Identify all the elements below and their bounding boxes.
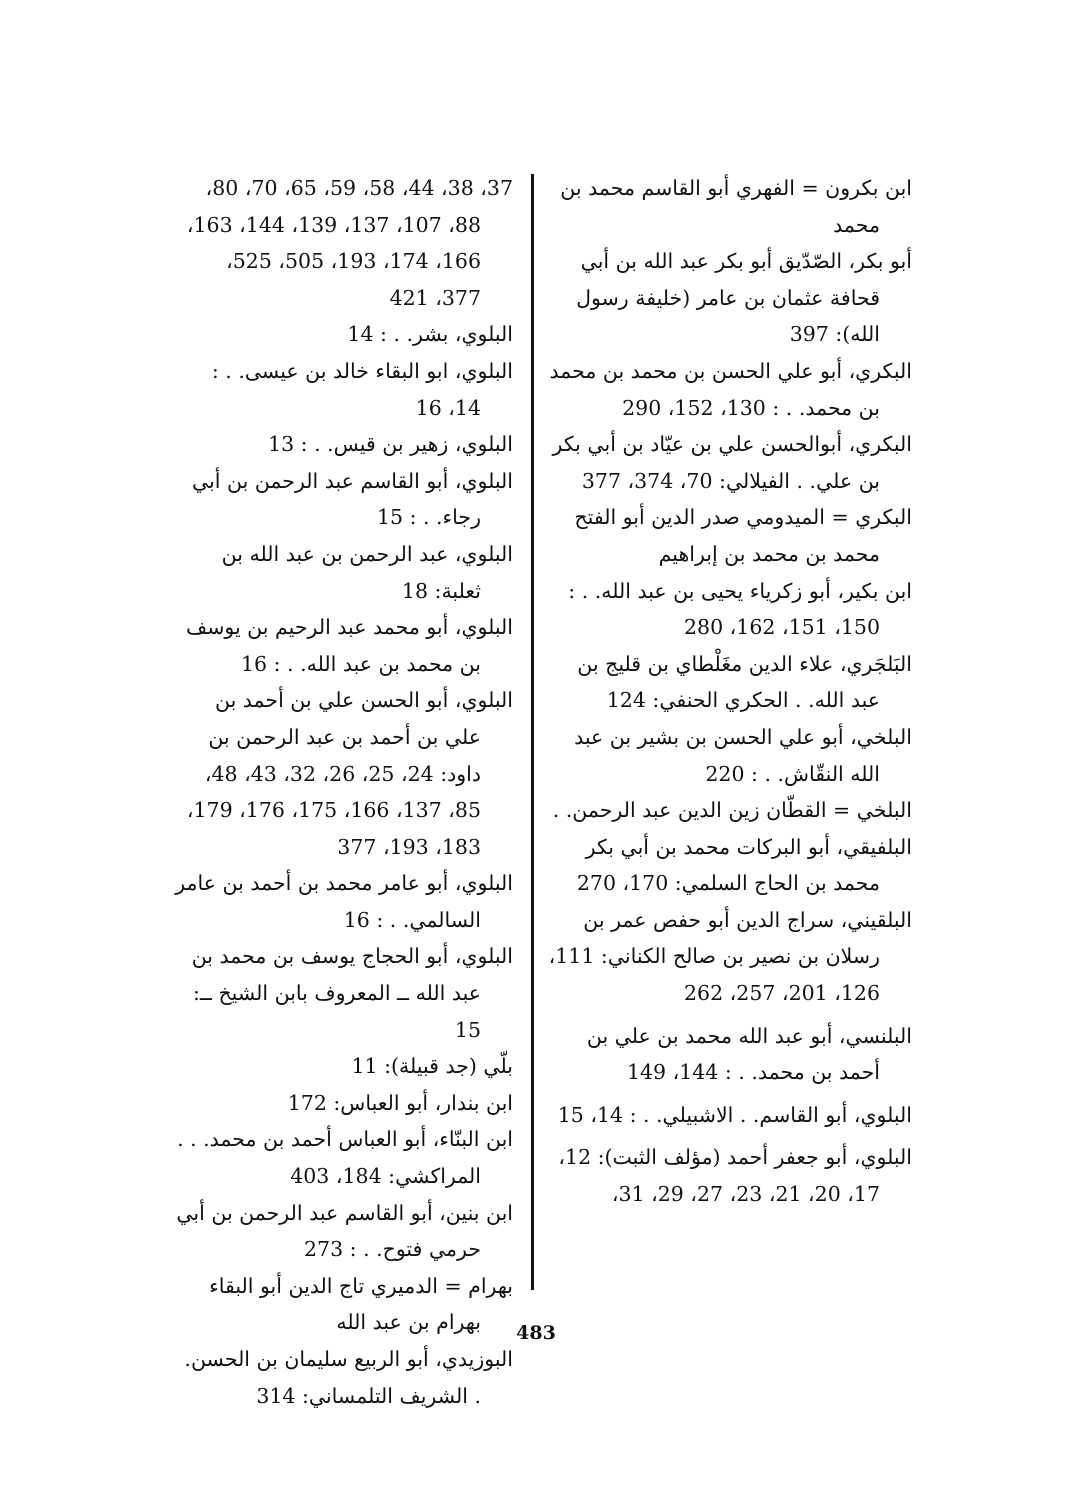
index-column-left	[175, 170, 513, 1414]
page-number: 483	[516, 1322, 556, 1344]
index-entry: البلوي، أبو الحسن علي بن أحمد بن علي بن أحمد بن عبد الرحمن بن داود: 24، 25، 26، 32، 43، 48، 85، 137، 166، 175، 176، 179، 183، 193، 377	[186, 688, 513, 859]
index-entry: ابن بندار، أبو العباس: 172	[287, 1090, 513, 1115]
index-entry: ابن البنّاء، أبو العباس أحمد بن محمد. . . المراكشي: 184، 403	[177, 1127, 513, 1189]
index-entry: البلقيني، سراج الدين أبو حفص عمر بن رسلان بن نصير بن صالح الكناني: 111، 126، 201، 257، 262	[548, 907, 912, 1006]
index-entry: بهرام = الدميري تاج الدين أبو البقاء بهرام بن عبد الله	[209, 1273, 513, 1335]
index-entry: البَلجَري، علاء الدين مغَلْطاي بن قليج بن عبد الله. . الحكري الحنفي: 124	[577, 651, 912, 713]
index-entry: البلفيقي، أبو البركات محمد بن أبي بكر محمد بن الحاج السلمي: 170، 270	[576, 834, 912, 896]
index-entry: البلوي، أبو محمد عبد الرحيم بن يوسف بن محمد بن عبد الله. . : 16	[185, 615, 513, 676]
index-entry: البلوي، بشر. . : 14	[347, 322, 513, 347]
index-entry: 37، 38، 44، 58، 59، 65، 70، 80، 88، 107، 137، 139، 144، 163، 166، 174، 193، 505، 525، 377، 421	[186, 176, 513, 310]
index-entry: ابن بكرون = الفهري أبو القاسم محمد بن محمد	[560, 176, 912, 237]
index-entry: بلّي (جد قبيلة): 11	[351, 1054, 513, 1079]
index-entry: البوزيدي، أبو الربيع سليمان بن الحسن. . الشريف التلمساني: 314	[184, 1347, 513, 1408]
index-entry: ابن بنين، أبو القاسم عبد الرحمن بن أبي حرمي فتوح. . : 273	[176, 1200, 513, 1262]
index-entry: البلوي، أبو القاسم عبد الرحمن بن أبي رجاء. . : 15	[192, 468, 513, 530]
index-entry: البلوي، عبد الرحمن بن عبد الله بن ثعلبة: 18	[221, 541, 513, 603]
index-column-right	[548, 170, 912, 1213]
index-entry: البلوي، أبو جعفر أحمد (مؤلف الثبت): 12، 17، 20، 21، 23، 27، 29، 31،	[558, 1145, 912, 1207]
index-entry: البكري، أبوالحسن علي بن عيّاد بن أبي بكر بن علي. . الفيلالي: 70، 374، 377	[552, 432, 912, 493]
index-entry: البلوي، أبو عامر محمد بن أحمد بن عامر السالمي. . : 16	[175, 871, 513, 932]
index-entry: البلوي، أبو القاسم. . الاشبيلي. . : 14، 15	[557, 1102, 912, 1127]
index-entry: ابن بكير، أبو زكرياء يحيى بن عبد الله. . : 150، 151، 162، 280	[568, 578, 912, 640]
index-entry: أبو بكر، الصّدّيق أبو بكر عبد الله بن أبي قحافة عثمان بن عامر (خليفة رسول الله): 397	[576, 249, 912, 347]
index-entry: البكري = الميدومي صدر الدين أبو الفتح محمد بن محمد بن إبراهيم	[574, 505, 912, 566]
index-entry: البكري، أبو علي الحسن بن محمد بن محمد بن محمد. . : 130، 152، 290	[549, 358, 912, 420]
index-entry: البلنسي، أبو عبد الله محمد بن علي بن أحمد بن محمد. . : 144، 149	[586, 1023, 912, 1085]
index-entry: البلخي = القطّان زين الدين عبد الرحمن. .	[552, 798, 912, 823]
column-divider	[531, 174, 534, 1290]
index-entry: البلوي، أبو الحجاج يوسف بن محمد بن عبد الله ــ المعروف بابن الشيخ ــ: 15	[191, 944, 513, 1042]
index-entry: البلخي، أبو علي الحسن بن بشير بن عبد الله النقّاش. . : 220	[574, 724, 912, 786]
index-entry: البلوي، ابو البقاء خالد بن عيسى. . : 14، 16	[211, 358, 513, 420]
index-entry: البلوي، زهير بن قيس. . : 13	[268, 432, 513, 457]
